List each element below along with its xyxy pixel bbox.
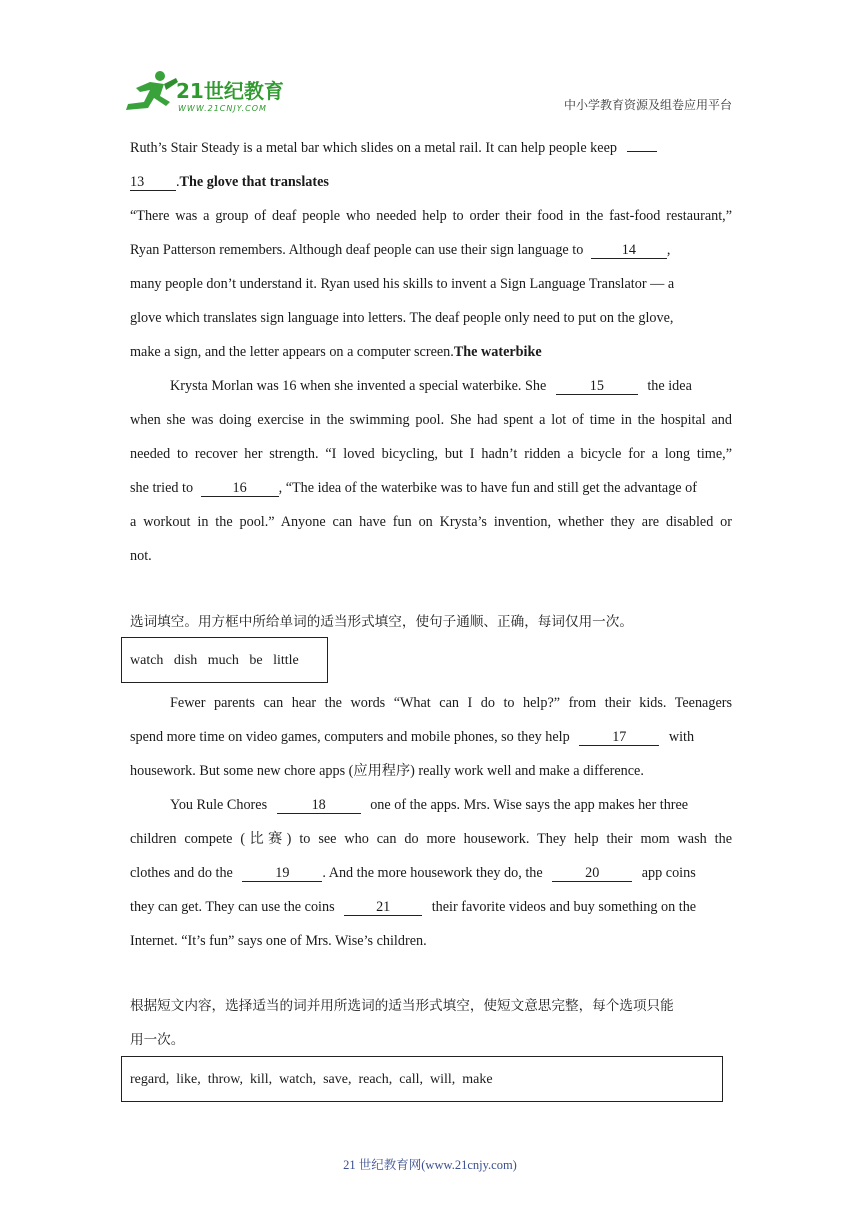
text-line: glove which translates sign language into letters. The deaf people only need to put on the glove, [130,310,674,326]
platform-label: 中小学教育资源及组卷应用平台 [563,98,732,112]
section2-instruction: 选词填空。用方框中所给单词的适当形式填空，使句子通顺、正确，每词仅用一次。 [130,614,633,630]
logo-text: 21世纪教育 [176,79,284,103]
text-line: make a sign, and the letter appears on a computer screen.The waterbike [130,344,542,360]
word-bank: watch dish much be little [130,653,299,668]
blank-15[interactable]: 15 [556,379,638,395]
text-line: “There was a group of deaf people who needed help to order their food in the fast-food restaurant,” [130,208,732,224]
text-line: 13 .The glove that translates [130,174,329,190]
blank-18[interactable]: 18 [277,798,361,814]
logo [120,68,290,116]
section3-instruction: 根据短文内容，选择适当的词并用所选词的适当形式填空，使短文意思完整，每个选项只能 [130,998,674,1014]
blank-21[interactable]: 21 [344,900,422,916]
word-box-section3 [121,1056,723,1102]
blank-13-start[interactable] [627,151,657,152]
blank-17[interactable]: 17 [579,730,659,746]
section3-instruction-cont: 用一次。 [130,1032,185,1048]
text-line: needed to recover her strength. “I loved bicycling, but I hadn’t ridden a bicycle for a long time,” [130,446,732,462]
blank-19[interactable]: 19 [242,866,322,882]
blank-14[interactable]: 14 [591,243,667,259]
text-line: housework. But some new chore apps (应用程序) really work well and make a difference. [130,763,644,779]
section-title-waterbike: The waterbike [453,344,542,360]
page-footer: 21 世纪教育网(www.21cnjy.com) [343,1158,517,1172]
word-bank: regard, like, throw, kill, watch, save, reach, call, will, make [130,1072,493,1087]
blank-16[interactable]: 16 [201,481,279,497]
text-line: when she was doing exercise in the swimming pool. She had spent a lot of time in the hospital and [130,412,732,428]
text-line: a workout in the pool.” Anyone can have fun on Krysta’s invention, whether they are disabled or [130,514,732,530]
section-title-glove: The glove that translates [179,174,329,190]
blank-13[interactable]: 13 [130,175,176,191]
text-line: they can get. They can use the coins 21 their favorite videos and buy something on the [130,899,697,915]
text-line: You Rule Chores 18 one of the apps. Mrs. Wise says the app makes her three [170,797,689,813]
text-line: Ryan Patterson remembers. Although deaf people can use their sign language to 14 , [130,242,671,258]
text-line: children compete (比赛) to see who can do more housework. They help their mom wash the [130,831,732,847]
text-line: many people don’t understand it. Ryan used his skills to invent a Sign Language Translator — a [130,276,675,292]
text-line: Internet. “It’s fun” says one of Mrs. Wise’s children. [130,933,427,949]
text-line: not. [130,548,152,564]
text-line: Krysta Morlan was 16 when she invented a special waterbike. She 15 the idea [170,378,692,394]
text-line: Fewer parents can hear the words “What can I do to help?” from their kids. Teenagers [170,695,732,711]
logo-url: WWW.21CNJY.COM [178,104,267,113]
text-line: she tried to 16 , “The idea of the waterbike was to have fun and still get the advantage of [130,480,697,496]
blank-20[interactable]: 20 [552,866,632,882]
runner-icon [126,71,178,110]
page-header [120,68,732,118]
text-line: Ruth’s Stair Steady is a metal bar which slides on a metal rail. It can help people keep [130,138,732,158]
text-line: spend more time on video games, computers and mobile phones, so they help 17 with [130,729,695,745]
word-box-section2 [121,637,328,683]
text-line: clothes and do the 19 . And the more housework they do, the 20 app coins [130,865,696,881]
